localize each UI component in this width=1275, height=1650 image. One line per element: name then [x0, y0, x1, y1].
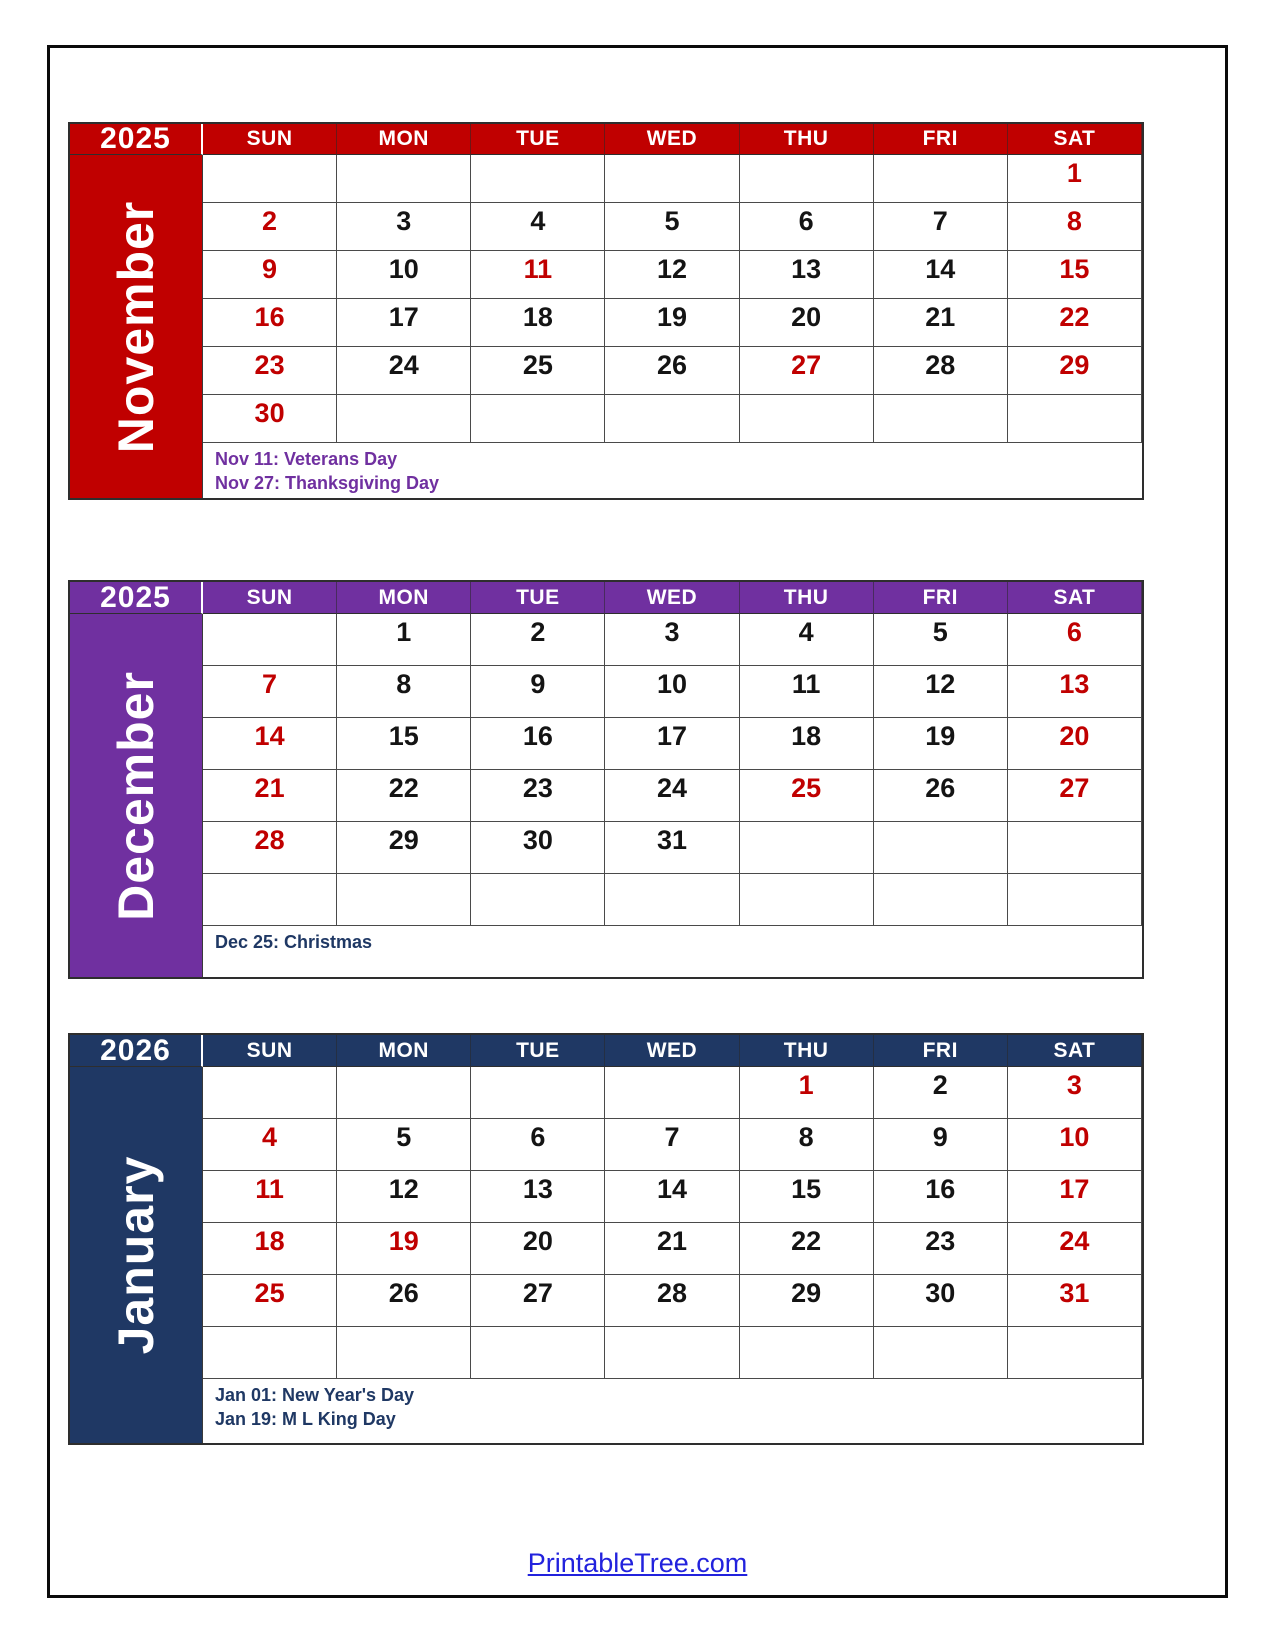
date-cell: 7: [605, 1119, 739, 1171]
date-cell: 8: [337, 666, 471, 718]
date-cell: 2: [203, 203, 337, 251]
date-cell: [605, 1067, 739, 1119]
date-cell: 24: [605, 770, 739, 822]
date-cell: 5: [337, 1119, 471, 1171]
day-header-mon: MON: [337, 582, 471, 614]
day-header-wed: WED: [605, 1035, 739, 1067]
holiday-note: Nov 11: Veterans Day: [215, 449, 398, 469]
holiday-note: Nov 27: Thanksgiving Day: [215, 472, 440, 493]
date-cell: 30: [874, 1275, 1008, 1327]
day-header-sun: SUN: [203, 1035, 337, 1067]
date-cell: 14: [605, 1171, 739, 1223]
date-cell: 25: [740, 770, 874, 822]
date-cell: [471, 155, 605, 203]
date-cell: 20: [1008, 718, 1142, 770]
date-cell: 21: [203, 770, 337, 822]
date-cell: [1008, 822, 1142, 874]
date-cell: 16: [471, 718, 605, 770]
date-cell: 28: [874, 347, 1008, 395]
date-cell: 21: [874, 299, 1008, 347]
date-cell: 8: [740, 1119, 874, 1171]
date-cell: 18: [203, 1223, 337, 1275]
date-cell: [337, 155, 471, 203]
date-cell: 3: [1008, 1067, 1142, 1119]
date-cell: 21: [605, 1223, 739, 1275]
date-cell: 22: [740, 1223, 874, 1275]
date-cell: 10: [1008, 1119, 1142, 1171]
day-header-sat: SAT: [1008, 1035, 1142, 1067]
date-cell: 17: [1008, 1171, 1142, 1223]
date-cell: [1008, 874, 1142, 926]
date-cell: [740, 395, 874, 443]
date-cell: 14: [874, 251, 1008, 299]
date-cell: [1008, 395, 1142, 443]
date-cell: [605, 1327, 739, 1379]
date-cell: 27: [1008, 770, 1142, 822]
month-name-label: December: [108, 670, 164, 921]
date-cell: 26: [605, 347, 739, 395]
date-cell: [874, 822, 1008, 874]
date-cell: 20: [471, 1223, 605, 1275]
month-accent-bar: [70, 155, 203, 498]
date-cell: 9: [874, 1119, 1008, 1171]
date-cell: 17: [337, 299, 471, 347]
day-header-sun: SUN: [203, 582, 337, 614]
date-cell: 10: [337, 251, 471, 299]
date-cell: 18: [471, 299, 605, 347]
date-cell: 3: [605, 614, 739, 666]
date-cell: [337, 1327, 471, 1379]
date-cell: 11: [203, 1171, 337, 1223]
day-header-mon: MON: [337, 1035, 471, 1067]
date-cell: [471, 874, 605, 926]
date-cell: 7: [203, 666, 337, 718]
day-header-thu: THU: [740, 582, 874, 614]
date-cell: 9: [203, 251, 337, 299]
date-cell: 4: [740, 614, 874, 666]
date-cell: 27: [471, 1275, 605, 1327]
date-cell: 12: [874, 666, 1008, 718]
date-cell: 4: [471, 203, 605, 251]
date-cell: [874, 155, 1008, 203]
date-cell: 23: [471, 770, 605, 822]
date-cell: 11: [740, 666, 874, 718]
page-frame: [47, 45, 1228, 1598]
date-cell: 13: [471, 1171, 605, 1223]
year-label: 2025: [70, 582, 203, 614]
date-cell: 11: [471, 251, 605, 299]
date-cell: 16: [203, 299, 337, 347]
date-cell: [605, 395, 739, 443]
date-cell: 12: [605, 251, 739, 299]
date-cell: 13: [1008, 666, 1142, 718]
date-cell: 29: [740, 1275, 874, 1327]
date-cell: [471, 395, 605, 443]
day-header-thu: THU: [740, 124, 874, 155]
date-cell: 31: [605, 822, 739, 874]
day-header-thu: THU: [740, 1035, 874, 1067]
holiday-notes: [203, 926, 1142, 977]
date-cell: 28: [203, 822, 337, 874]
month-accent-bar: [70, 614, 203, 977]
date-cell: [337, 874, 471, 926]
date-cell: 1: [337, 614, 471, 666]
date-cell: 12: [337, 1171, 471, 1223]
date-cell: [874, 395, 1008, 443]
date-cell: 26: [337, 1275, 471, 1327]
date-cell: 3: [337, 203, 471, 251]
date-cell: 28: [605, 1275, 739, 1327]
date-cell: 24: [1008, 1223, 1142, 1275]
date-cell: [605, 155, 739, 203]
month-name-label: January: [108, 1155, 164, 1355]
year-label: 2025: [70, 124, 203, 155]
holiday-note: Jan 01: New Year's Day: [215, 1385, 415, 1405]
date-cell: 31: [1008, 1275, 1142, 1327]
month-calendar-december-2025: [68, 580, 1144, 979]
date-cell: 17: [605, 718, 739, 770]
date-cell: 2: [471, 614, 605, 666]
footer: [50, 1548, 1225, 1579]
date-cell: [740, 822, 874, 874]
date-cell: [605, 874, 739, 926]
date-cell: 5: [605, 203, 739, 251]
holiday-note: Dec 25: Christmas: [215, 932, 373, 952]
date-cell: 23: [203, 347, 337, 395]
date-cell: 19: [337, 1223, 471, 1275]
date-cell: [740, 874, 874, 926]
date-cell: 18: [740, 718, 874, 770]
date-cell: [1008, 1327, 1142, 1379]
date-cell: 22: [337, 770, 471, 822]
date-cell: 15: [740, 1171, 874, 1223]
holiday-notes: [203, 1379, 1142, 1443]
date-cell: 19: [605, 299, 739, 347]
day-header-sat: SAT: [1008, 582, 1142, 614]
date-cell: 16: [874, 1171, 1008, 1223]
printabletree-link[interactable]: PrintableTree.com: [527, 1548, 748, 1578]
date-cell: 1: [1008, 155, 1142, 203]
date-cell: 23: [874, 1223, 1008, 1275]
date-cell: 26: [874, 770, 1008, 822]
month-calendar-november-2025: [68, 122, 1144, 500]
day-header-sat: SAT: [1008, 124, 1142, 155]
month-name-label: November: [108, 200, 164, 453]
date-cell: 22: [1008, 299, 1142, 347]
date-cell: 27: [740, 347, 874, 395]
date-cell: 29: [1008, 347, 1142, 395]
date-cell: 15: [337, 718, 471, 770]
date-cell: [203, 1327, 337, 1379]
date-cell: 10: [605, 666, 739, 718]
date-cell: [203, 614, 337, 666]
date-cell: [203, 1067, 337, 1119]
date-cell: 30: [471, 822, 605, 874]
date-cell: 6: [1008, 614, 1142, 666]
date-cell: 5: [874, 614, 1008, 666]
date-cell: [874, 874, 1008, 926]
month-accent-bar: [70, 1067, 203, 1443]
date-cell: 19: [874, 718, 1008, 770]
date-cell: [337, 395, 471, 443]
date-cell: 20: [740, 299, 874, 347]
date-cell: 4: [203, 1119, 337, 1171]
date-cell: 30: [203, 395, 337, 443]
month-calendar-january-2026: [68, 1033, 1144, 1445]
holiday-notes: [203, 443, 1142, 498]
date-cell: 13: [740, 251, 874, 299]
date-cell: [203, 874, 337, 926]
date-cell: [471, 1327, 605, 1379]
date-cell: 24: [337, 347, 471, 395]
day-header-fri: FRI: [874, 1035, 1008, 1067]
date-cell: 2: [874, 1067, 1008, 1119]
date-cell: 7: [874, 203, 1008, 251]
day-header-tue: TUE: [471, 124, 605, 155]
date-cell: 6: [740, 203, 874, 251]
date-cell: 14: [203, 718, 337, 770]
date-cell: [471, 1067, 605, 1119]
date-cell: 1: [740, 1067, 874, 1119]
date-cell: 6: [471, 1119, 605, 1171]
day-header-sun: SUN: [203, 124, 337, 155]
day-header-fri: FRI: [874, 124, 1008, 155]
day-header-wed: WED: [605, 582, 739, 614]
holiday-note: Jan 19: M L King Day: [215, 1408, 396, 1429]
date-cell: [740, 1327, 874, 1379]
date-cell: 8: [1008, 203, 1142, 251]
date-cell: 15: [1008, 251, 1142, 299]
date-cell: [874, 1327, 1008, 1379]
day-header-mon: MON: [337, 124, 471, 155]
year-label: 2026: [70, 1035, 203, 1067]
date-cell: [203, 155, 337, 203]
date-cell: 25: [203, 1275, 337, 1327]
date-cell: 25: [471, 347, 605, 395]
day-header-fri: FRI: [874, 582, 1008, 614]
day-header-tue: TUE: [471, 1035, 605, 1067]
date-cell: 9: [471, 666, 605, 718]
date-cell: 29: [337, 822, 471, 874]
day-header-wed: WED: [605, 124, 739, 155]
date-cell: [740, 155, 874, 203]
day-header-tue: TUE: [471, 582, 605, 614]
date-cell: [337, 1067, 471, 1119]
